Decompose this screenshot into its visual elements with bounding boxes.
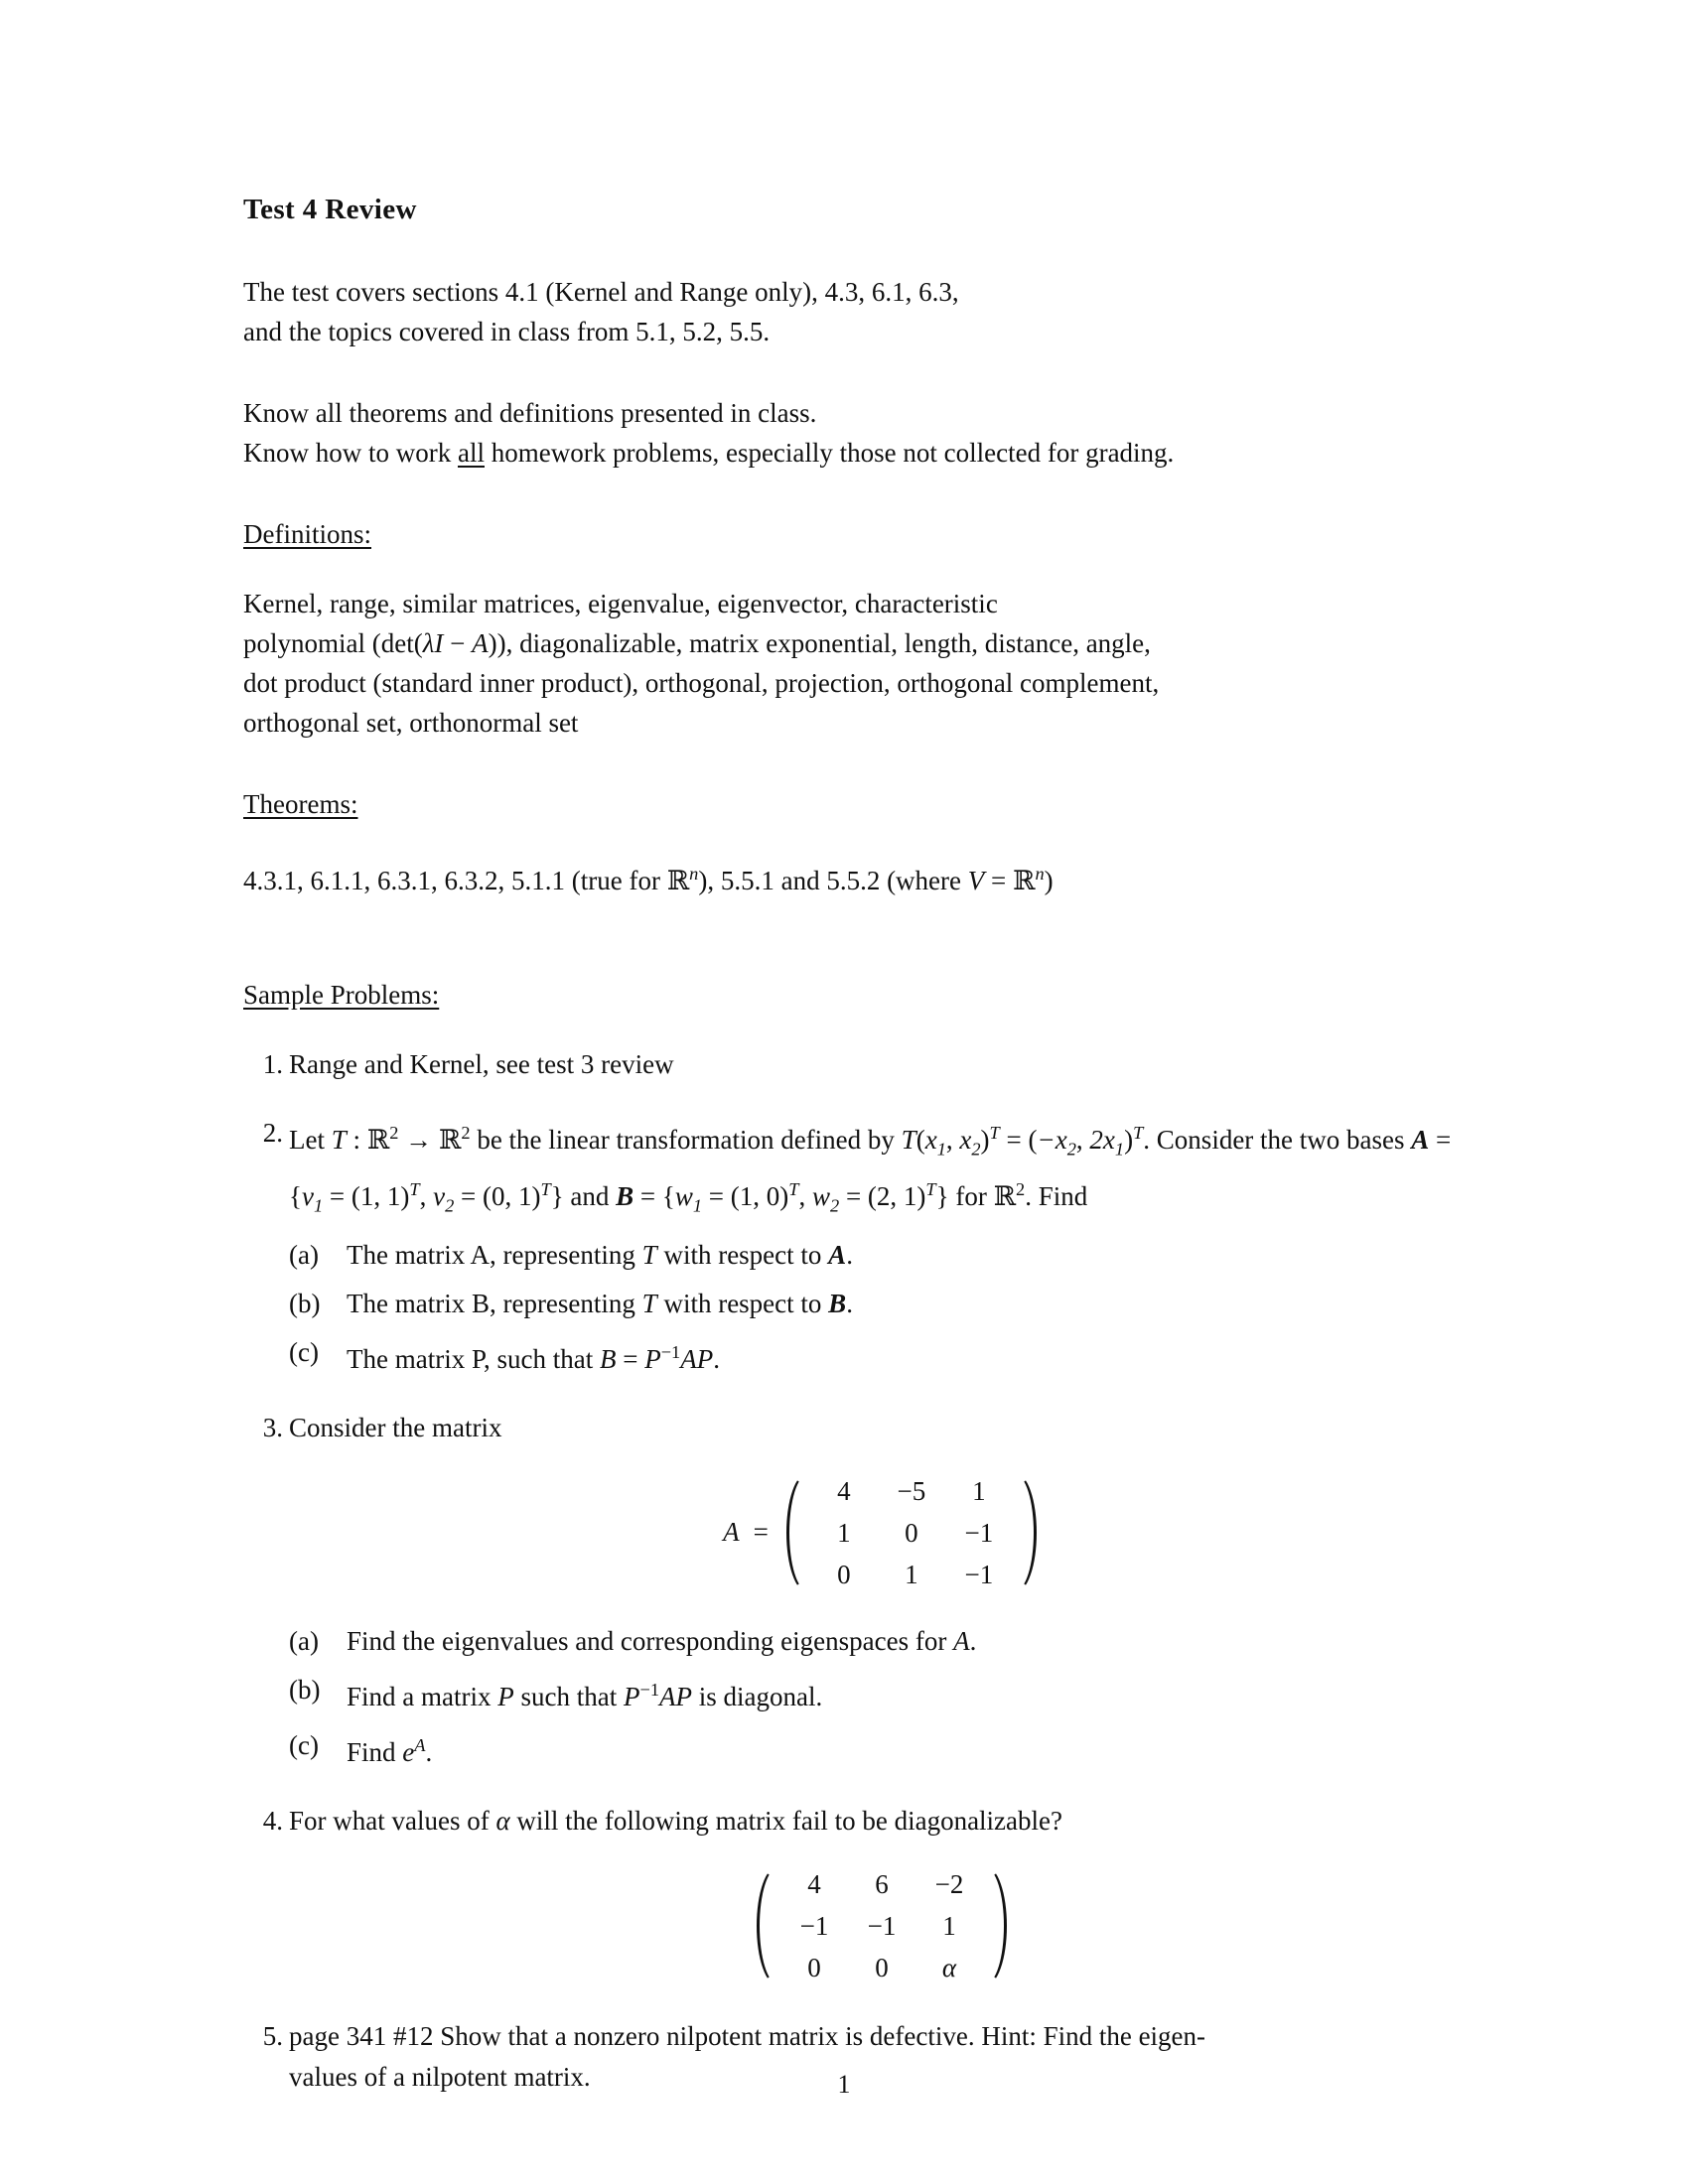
text-frag: = { (633, 1181, 675, 1212)
text-frag: Find the eigenvalues and corresponding eigenspaces for (347, 1625, 954, 1656)
text-frag: . (425, 1736, 433, 1767)
text-frag: For what values of (289, 1805, 496, 1836)
text-frag: } (935, 1181, 949, 1212)
matrix-cell: −5 (897, 1475, 926, 1506)
text-frag: The matrix B, representing (347, 1288, 642, 1318)
definitions-line-4: orthogonal set, orthonormal set (243, 708, 579, 738)
subitem-a (289, 1621, 1475, 1662)
text-frag: = (1, 1) (323, 1181, 410, 1212)
exponent-A: A (414, 1734, 426, 1755)
matrix-cell: 6 (875, 1868, 889, 1899)
real-numbers-symbol: ℝ (366, 1125, 390, 1156)
two-x1: 2x (1089, 1125, 1115, 1155)
matrix-alpha (753, 1863, 1011, 1988)
definitions-line-3: dot product (standard inner product), orthogonal, projection, orthogonal complement, (243, 668, 1160, 698)
matrix-A-label: A (723, 1517, 740, 1548)
text-frag: The matrix A, representing (347, 1239, 642, 1270)
text-frag: and (563, 1181, 617, 1212)
lambda-symbol: λ (422, 628, 435, 658)
problem-number: 4. (262, 1805, 283, 1836)
text-frag: , (798, 1181, 812, 1212)
subitem-text (347, 1341, 720, 1374)
matrix-alpha-display (289, 1863, 1475, 1988)
matrix-cell: 1 (942, 1910, 956, 1941)
transformation-T: T (641, 1239, 657, 1270)
matrix-row (780, 1947, 983, 1988)
subitem-b (289, 1284, 1475, 1324)
page-title: Test 4 Review (243, 194, 417, 225)
subitem-label: (c) (289, 1729, 319, 1760)
text-frag: will the following matrix fail to be diagonalizable? (509, 1805, 1062, 1836)
matrix-AP-symbol: AP (659, 1681, 693, 1711)
text-frag: . Find (1025, 1181, 1088, 1212)
transpose-superscript: T (788, 1179, 799, 1200)
vector-v1: v (301, 1181, 314, 1212)
problem-3-text: Consider the matrix (289, 1412, 502, 1442)
subscript-1: 1 (1114, 1139, 1125, 1160)
problem-4-text (289, 1806, 1062, 1836)
transformation-T: T (901, 1125, 916, 1155)
alpha-symbol: α (495, 1805, 510, 1836)
basis-B-symbol: B (828, 1288, 847, 1318)
problem-3-subitems (289, 1621, 1475, 1773)
matrix-row (780, 1863, 983, 1905)
transformation-T: T (641, 1288, 657, 1318)
neg-x2: −x (1037, 1125, 1067, 1155)
matrix-cell: 0 (905, 1517, 918, 1548)
spacer (243, 1015, 1475, 1044)
text-frag: such that (513, 1681, 624, 1711)
real-numbers-symbol: ℝ (1013, 866, 1036, 896)
identity-symbol: I (434, 628, 444, 658)
know-line-2-prefix: Know how to work (243, 438, 458, 468)
subitem-c (289, 1725, 1475, 1773)
equals-symbol: = (839, 1181, 868, 1212)
subitem-label: (b) (289, 1288, 321, 1318)
subitem-b (289, 1670, 1475, 1717)
matrix-P-symbol: P (623, 1681, 640, 1711)
transpose-superscript: T (989, 1123, 1000, 1143)
matrix-cell: 0 (875, 1952, 889, 1982)
definitions-heading-text: Definitions: (243, 519, 371, 549)
problem-1-text: Range and Kernel, see test 3 review (289, 1049, 674, 1079)
coverage-line-1: The test covers sections 4.1 (Kernel and Range only), 4.3, 6.1, 6.3, (243, 277, 959, 307)
problem-item-1 (243, 1044, 1475, 1085)
inverse-superscript: −1 (660, 1341, 681, 1362)
matrix-alpha-grid (780, 1863, 983, 1988)
problem-number: 1. (262, 1049, 283, 1079)
exponential-e: e (402, 1736, 415, 1767)
arrow-symbol: → (398, 1125, 439, 1155)
matrix-cell: −1 (964, 1559, 994, 1589)
problem-5-line-2: values of a nilpotent matrix. (289, 2061, 591, 2092)
subscript-2: 2 (971, 1139, 981, 1160)
exponent-2: 2 (461, 1123, 471, 1143)
text-frag: Consider the two bases (1156, 1125, 1412, 1155)
text-frag: . (1143, 1125, 1151, 1155)
text-frag: , (419, 1181, 434, 1212)
matrix-row (810, 1512, 1013, 1554)
left-paren (782, 1470, 804, 1595)
transpose-superscript: T (1133, 1123, 1144, 1143)
vector-w1: w (674, 1181, 693, 1212)
text-frag: Find a matrix (347, 1681, 498, 1711)
subitem-text (347, 1679, 823, 1711)
equals-symbol: = (753, 1517, 769, 1548)
matrix-row (810, 1470, 1013, 1512)
subscript-2: 2 (445, 1195, 455, 1216)
real-numbers-symbol: ℝ (438, 1125, 462, 1156)
left-paren (753, 1863, 774, 1988)
matrix-cell: α (941, 1952, 957, 1982)
basis-A-symbol: A (828, 1239, 847, 1270)
problem-number: 3. (262, 1412, 283, 1442)
subitem-text (347, 1626, 976, 1656)
subitem-text (347, 1240, 853, 1270)
matrix-cell: 0 (837, 1559, 851, 1589)
minus-symbol: − (443, 628, 473, 658)
matrix-P-symbol: P (644, 1343, 661, 1374)
exponent-2: 2 (1016, 1179, 1026, 1200)
matrix-AP-symbol: AP (680, 1343, 714, 1374)
text-frag: , (945, 1125, 960, 1155)
matrix-cell: 4 (837, 1475, 851, 1506)
vector-w2: w (811, 1181, 830, 1212)
theorems-list-c: ) (1044, 866, 1054, 895)
matrix-cell: −1 (799, 1910, 829, 1941)
problem-item-4 (243, 1801, 1475, 1988)
text-frag: is diagonal. (692, 1681, 823, 1711)
definitions-heading (243, 514, 1475, 554)
right-paren (1019, 1470, 1041, 1595)
coverage-paragraph (243, 272, 1475, 351)
spacer (243, 554, 1475, 584)
coverage-line-2: and the topics covered in class from 5.1, 5.2, 5.5. (243, 317, 771, 346)
matrix-A-symbol: A (953, 1625, 970, 1656)
text-frag: , (1075, 1125, 1090, 1155)
know-paragraph (243, 393, 1475, 473)
basis-A-symbol: A (1411, 1125, 1430, 1155)
sample-problems-heading-text: Sample Problems: (243, 980, 440, 1010)
subscript-1: 1 (692, 1195, 703, 1216)
subitem-text (347, 1734, 433, 1767)
text-frag: . (969, 1625, 977, 1656)
definitions-line-2-b: )), diagonalizable, matrix exponential, length, distance, angle, (488, 628, 1151, 658)
matrix-cell: 1 (837, 1517, 851, 1548)
text-frag: Let (289, 1125, 332, 1155)
problem-2-subitems (289, 1235, 1475, 1380)
exponent-n: n (1035, 864, 1045, 884)
transpose-superscript: T (409, 1179, 420, 1200)
transformation-T: T (331, 1125, 347, 1155)
problem-list (243, 1044, 1475, 2098)
text-frag: = { (289, 1125, 1452, 1212)
text-frag: ( (915, 1125, 925, 1155)
equals-symbol: = (999, 1125, 1029, 1155)
matrix-cell: −2 (934, 1868, 964, 1899)
matrix-cell: 1 (905, 1559, 918, 1589)
text-frag: with respect to (656, 1239, 829, 1270)
equals-symbol: = (616, 1343, 645, 1374)
spacer (243, 824, 1475, 854)
problem-number: 5. (262, 2020, 283, 2051)
matrix-cell: 0 (807, 1952, 821, 1982)
text-frag: The matrix P, such that (347, 1343, 600, 1374)
matrix-A-display (289, 1470, 1475, 1595)
text-frag: (2, 1) (867, 1181, 926, 1212)
text-frag: for (948, 1181, 994, 1212)
matrix-row (810, 1554, 1013, 1595)
right-paren (989, 1863, 1011, 1988)
variable-x1: x (924, 1125, 937, 1155)
variable-x2: x (959, 1125, 972, 1155)
definitions-line-1: Kernel, range, similar matrices, eigenvalue, eigenvector, characteristic (243, 589, 998, 618)
transpose-superscript: T (540, 1179, 551, 1200)
matrix-P-symbol: P (497, 1681, 514, 1711)
problem-2-text (289, 1123, 1452, 1216)
transpose-superscript: T (925, 1179, 936, 1200)
subitem-c (289, 1332, 1475, 1380)
problem-item-2 (243, 1113, 1475, 1380)
text-frag: ) (1124, 1125, 1134, 1155)
know-line-2-suffix: homework problems, especially those not collected for grading. (485, 438, 1175, 468)
text-frag: ) (980, 1125, 990, 1155)
matrix-B-symbol: B (599, 1343, 617, 1374)
subscript-2: 2 (830, 1195, 840, 1216)
inverse-superscript: −1 (639, 1679, 660, 1700)
know-line-1: Know all theorems and definitions presented in class. (243, 398, 817, 428)
problem-item-3 (243, 1408, 1475, 1773)
page-content (243, 194, 1475, 2125)
equals-symbol: = (984, 866, 1014, 895)
text-frag: } (550, 1181, 564, 1212)
subitem-label: (a) (289, 1239, 319, 1270)
text-frag: with respect to (656, 1288, 829, 1318)
matrix-cell: 4 (807, 1868, 821, 1899)
subitem-label: (c) (289, 1336, 319, 1367)
spacer (243, 351, 1475, 393)
definitions-body (243, 584, 1475, 743)
matrix-cell: −1 (964, 1517, 994, 1548)
text-frag: Find (347, 1736, 403, 1767)
theorems-list-a: 4.3.1, 6.1.1, 6.3.1, 6.3.2, 5.1.1 (true for (243, 866, 667, 895)
vector-v2: v (433, 1181, 446, 1212)
subscript-2: 2 (1066, 1139, 1076, 1160)
matrix-cell: 1 (972, 1475, 986, 1506)
text-frag: . (846, 1239, 853, 1270)
sample-problems-heading (243, 975, 1475, 1015)
problem-number: 2. (262, 1118, 283, 1148)
spacer (243, 901, 1475, 975)
matrix-A-grid (810, 1470, 1013, 1595)
text-frag: ( (1028, 1125, 1038, 1155)
subitem-a (289, 1235, 1475, 1276)
subitem-text (347, 1289, 853, 1318)
subitem-label: (a) (289, 1625, 319, 1656)
text-frag: = (1, 0) (702, 1181, 789, 1212)
exponent-2: 2 (389, 1123, 399, 1143)
problem-5-line-1: page 341 #12 Show that a nonzero nilpotent matrix is defective. Hint: Find the eigen- (289, 2020, 1206, 2051)
subitem-label: (b) (289, 1674, 321, 1705)
matrix-A (782, 1470, 1041, 1595)
text-frag: . (713, 1343, 720, 1374)
exponent-n: n (689, 864, 699, 884)
theorems-heading (243, 784, 1475, 824)
spacer (243, 473, 1475, 514)
real-numbers-symbol: ℝ (993, 1181, 1017, 1213)
page-number: 1 (837, 2070, 851, 2099)
theorems-body (243, 854, 1475, 901)
matrix-cell: −1 (867, 1910, 897, 1941)
matrix-A-symbol: A (472, 628, 489, 658)
know-emphasis-all: all (458, 438, 485, 468)
spacer (243, 743, 1475, 784)
subscript-1: 1 (936, 1139, 946, 1160)
subscript-1: 1 (313, 1195, 324, 1216)
theorems-list-b: ), 5.5.1 and 5.5.2 (where (698, 866, 968, 895)
vector-space-V: V (967, 866, 985, 895)
matrix-row (780, 1905, 983, 1947)
theorems-heading-text: Theorems: (243, 789, 358, 819)
text-frag: = (0, 1) (454, 1181, 541, 1212)
definitions-line-2-a: polynomial (det( (243, 628, 423, 658)
real-numbers-symbol: ℝ (666, 866, 690, 896)
text-frag: . (846, 1288, 853, 1318)
basis-B-symbol: B (616, 1181, 634, 1212)
text-frag: : (346, 1125, 367, 1155)
text-frag: be the linear transformation defined by (470, 1125, 902, 1155)
